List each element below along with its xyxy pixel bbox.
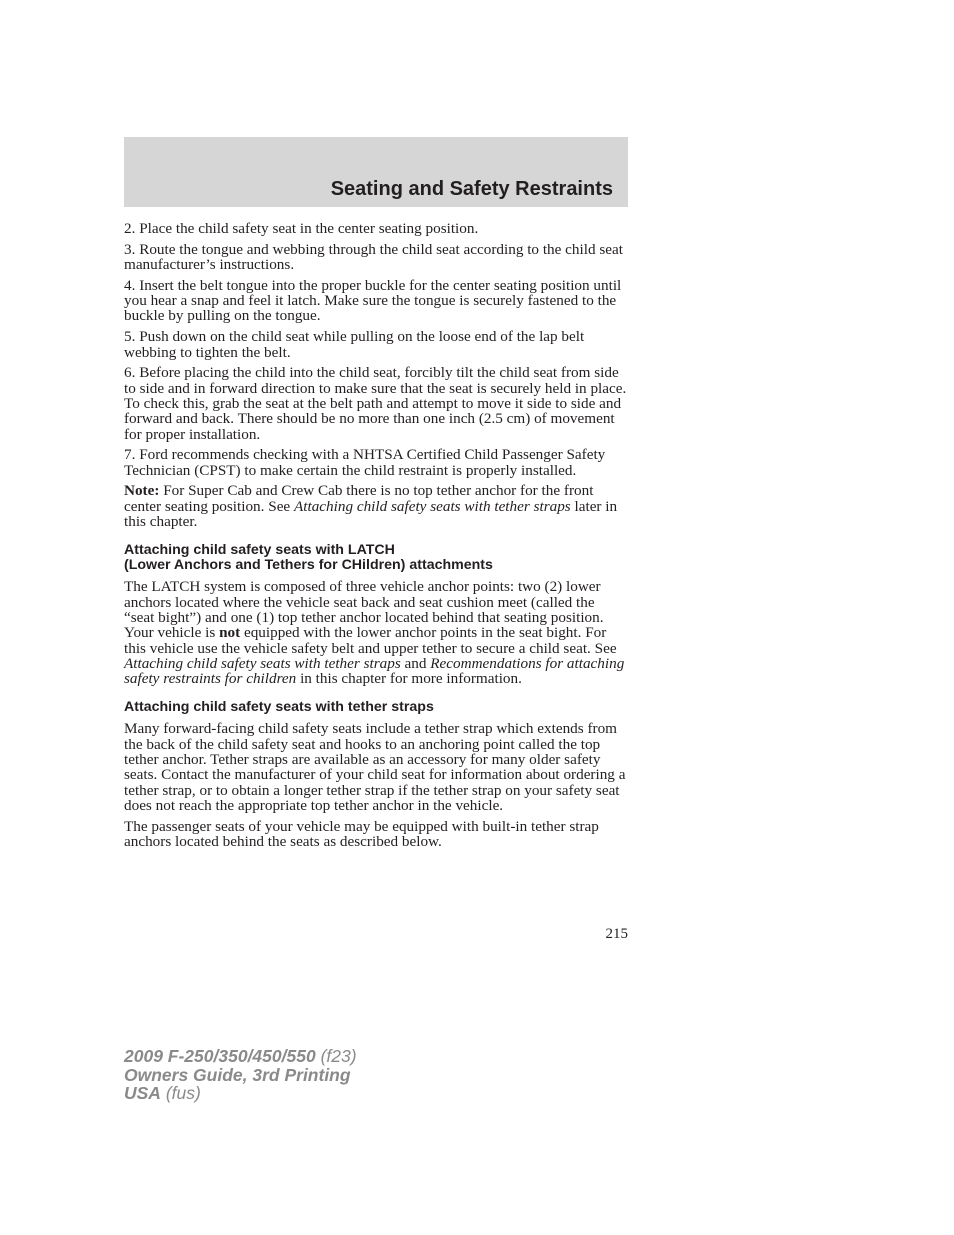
latch-text-3: and: [400, 654, 431, 672]
footer-line-3: [124, 1084, 357, 1103]
note-text-1: For Super Cab and Crew Cab there is no top tether anchor for the front center seating position. See: [124, 482, 594, 515]
footer-line-2: [124, 1066, 357, 1085]
tether-heading: Attaching child safety seats with tether straps: [124, 699, 434, 716]
page-number: 215: [605, 926, 628, 942]
footer-model: 2009 F-250/350/450/550: [124, 1046, 316, 1066]
footer-line-1: [124, 1047, 357, 1066]
latch-cross-reference-1: Attaching child safety seats with tether straps: [124, 654, 401, 672]
note-paragraph: [124, 483, 628, 529]
section-header-band: [124, 137, 628, 207]
footer-region-code: (fus): [165, 1083, 201, 1103]
latch-text-2: equipped with the lower anchor points in the seat bight. For this vehicle use the vehicle safety belt and upper tether to secure a child seat. See: [124, 624, 617, 657]
section-title: Seating and Safety Restraints: [330, 178, 613, 200]
document-footer: [124, 1047, 357, 1103]
step-7: 7. Ford recommends checking with a NHTSA Certified Child Passenger Safety Technician (CPST) to make certain the child restraint is properly installed.: [124, 446, 606, 479]
latch-text-1: The LATCH system is composed of three vehicle anchor points: two (2) lower anchors located where the vehicle seat back and seat cushion meet (called the “seat bight”) and one (1) top tether anchor located behind that seating position. Your vehicle is: [124, 578, 604, 642]
note-text-2: later in this chapter.: [124, 497, 618, 531]
latch-heading-line-1: Attaching child safety seats with LATCH: [124, 542, 395, 559]
latch-bold-not: not: [219, 624, 241, 642]
footer-guide: Owners Guide, 3rd Printing: [124, 1064, 351, 1085]
latch-heading: [124, 543, 628, 573]
footer-region: USA: [124, 1083, 161, 1103]
latch-heading-line-2: (Lower Anchors and Tethers for CHildren) attachments: [124, 557, 493, 574]
page-content: [124, 221, 628, 855]
latch-text-4: in this chapter for more information.: [296, 670, 522, 688]
footer-model-code: (f23): [320, 1046, 357, 1066]
tether-paragraph-1: Many forward-facing child safety seats include a tether strap which extends from the back of the child safety seat and hooks to an anchoring point called the top tether anchor. Tether straps are available as an accessory for many older safety seats. Contact the manufacturer of your child seat for information about ordering a tether strap, or to obtain a longer tether strap if the tether strap on your safety seat does not reach the appropriate top tether anchor in the vehicle.: [124, 720, 626, 814]
step-4: 4. Insert the belt tongue into the proper buckle for the center seating position until you hear a snap and feel it latch. Make sure the tongue is securely fastened to the buckle by pulling on the tongue.: [124, 276, 622, 325]
step-6: 6. Before placing the child into the child seat, forcibly tilt the child seat from side to side and in forward direction to make sure that the seat is securely held in place. To check this, grab the seat at the belt path and attempt to move it side to side and forward and back. There should be no more than one inch (2.5 cm) of movement for proper installation.: [124, 364, 627, 443]
tether-paragraph-2: The passenger seats of your vehicle may be equipped with built-in tether strap anchors located behind the seats as described below.: [124, 817, 599, 850]
latch-cross-reference-2: Recommendations for attaching safety restraints for children: [124, 654, 625, 688]
step-5: 5. Push down on the child seat while pulling on the loose end of the lap belt webbing to tighten the belt.: [124, 328, 585, 361]
note-cross-reference: Attaching child safety seats with tether straps: [293, 497, 571, 515]
step-2: 2. Place the child safety seat in the center seating position.: [124, 220, 479, 237]
step-3: 3. Route the tongue and webbing through the child seat according to the child seat manufacturer’s instructions.: [124, 240, 623, 274]
latch-paragraph: [124, 579, 628, 686]
note-label: Note:: [124, 482, 160, 500]
